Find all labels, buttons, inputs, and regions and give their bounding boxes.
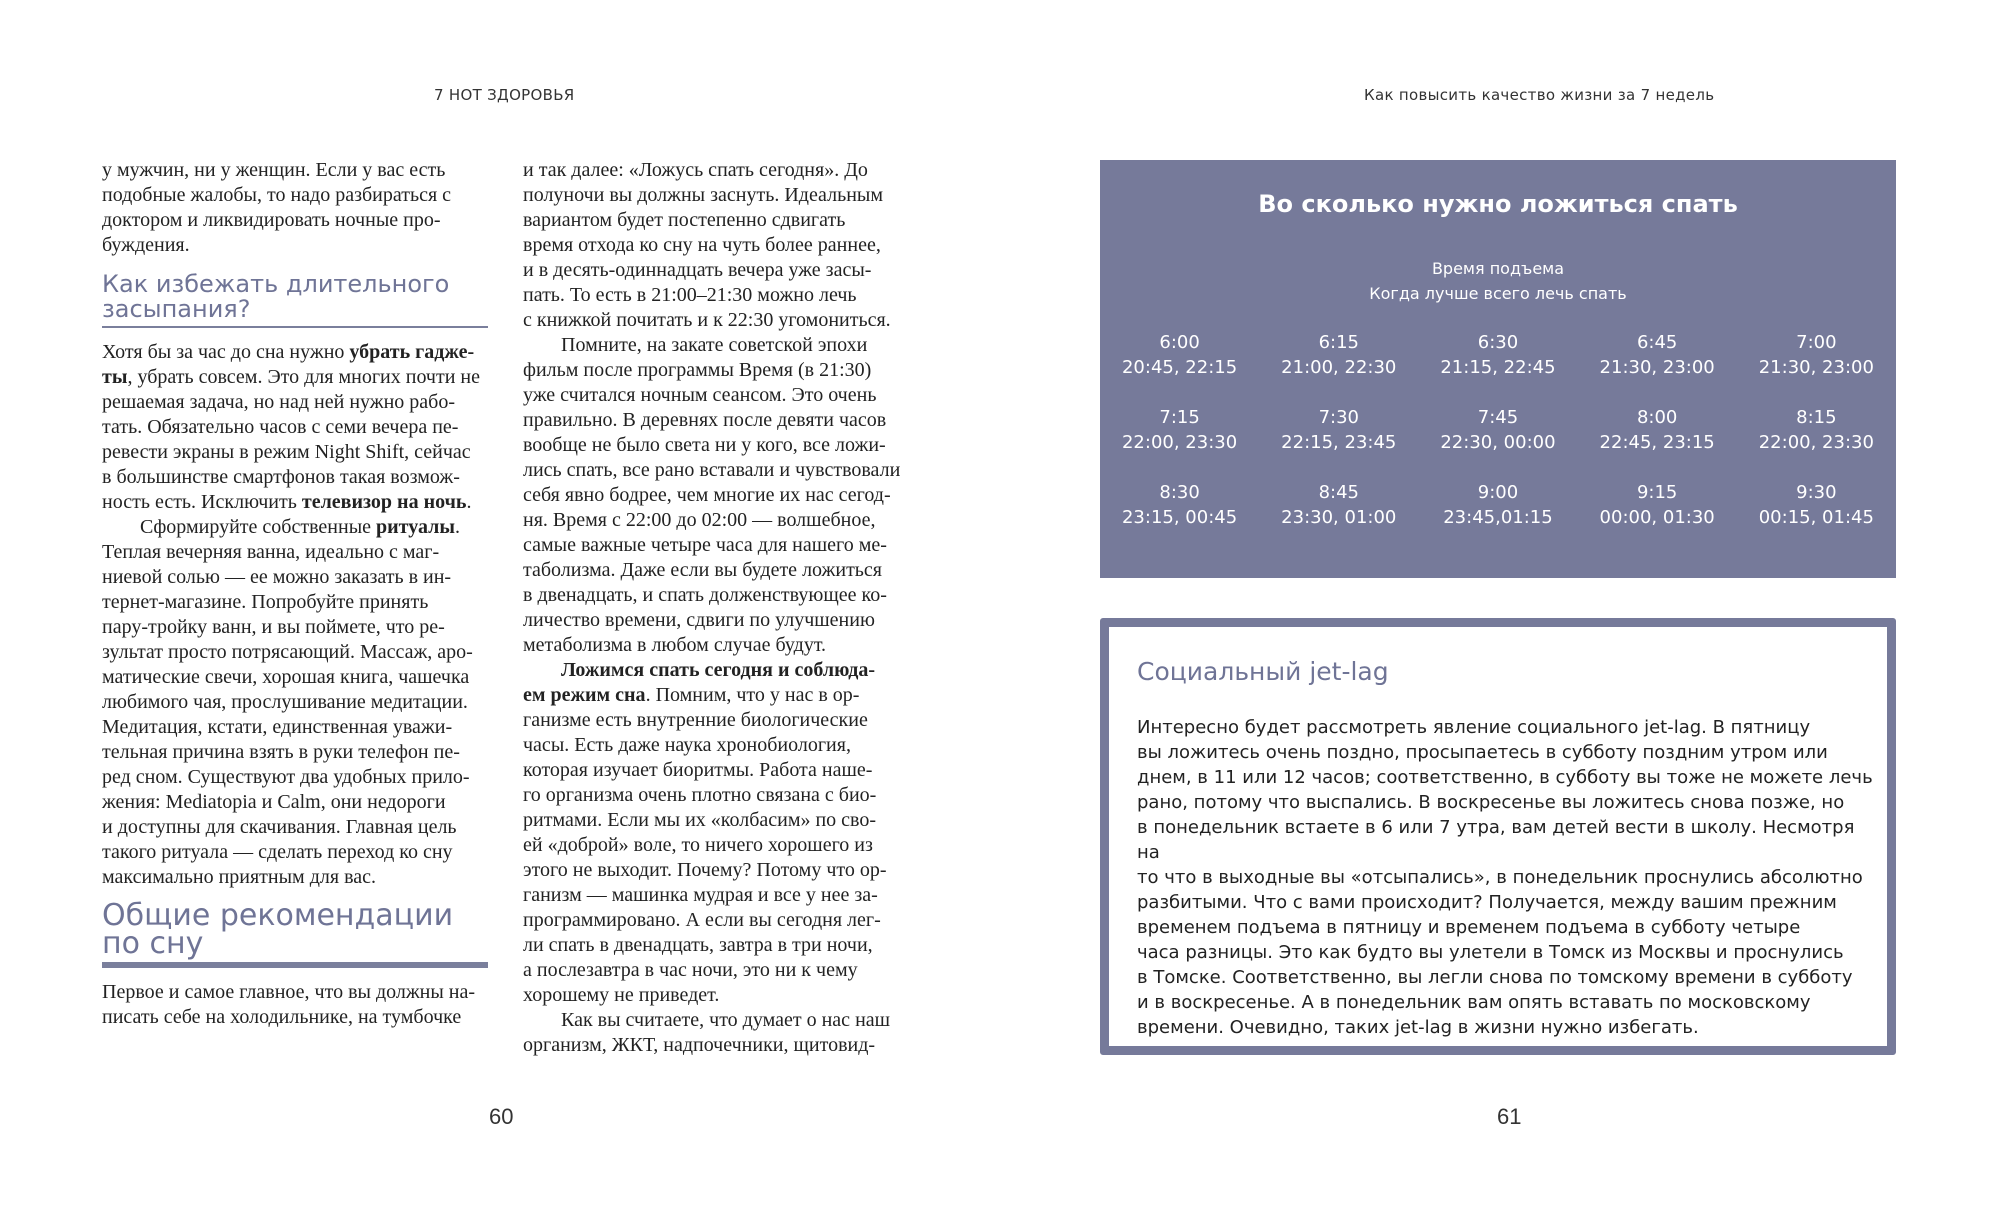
rituals-paragraph	[102, 515, 488, 890]
text-line: писать себе на холодильнике, на тумбочке	[102, 1006, 462, 1028]
bed-times: 21:30, 23:00	[1758, 357, 1874, 378]
wake-time: 9:30	[1796, 482, 1837, 503]
bedtime-paragraph	[523, 158, 909, 333]
text-line: разбитыми. Что с вами происходит? Получается, между вашим прежним	[1137, 892, 1837, 913]
text-line: с книжкой почитать и к 22:30 угомониться.	[523, 309, 891, 331]
text-line: фильм после программы Время (в 21:30)	[523, 359, 872, 381]
text-line: метаболизма в любом случае будут.	[523, 634, 827, 656]
table-cell	[1418, 330, 1577, 405]
bed-times: 23:45,01:15	[1443, 507, 1553, 528]
text-line: таболизма. Даже если вы будете ложиться	[523, 559, 883, 581]
sleep-mode-paragraph	[523, 658, 909, 1008]
text-line: время отхода ко сну на чуть более раннее,	[523, 234, 881, 256]
wake-time: 6:30	[1477, 332, 1519, 353]
bed-times: 23:30, 01:00	[1281, 507, 1397, 528]
table-cell	[1259, 405, 1418, 480]
soviet-era-paragraph	[523, 333, 909, 658]
bed-times: 21:00, 22:30	[1281, 357, 1397, 378]
table-row	[1100, 330, 1896, 405]
running-head-left: 7 НОТ ЗДОРОВЬЯ	[434, 86, 575, 104]
bed-times: 22:45, 23:15	[1599, 432, 1715, 453]
text-line: пару-тройку ванн, и вы поймете, что ре-	[102, 616, 445, 638]
intro-paragraph	[102, 158, 488, 258]
text-line: вариантом будет постепенно сдвигать	[523, 209, 846, 231]
bed-times: 00:15, 01:45	[1758, 507, 1874, 528]
gadgets-paragraph	[102, 340, 488, 515]
table-cell	[1259, 330, 1418, 405]
text-line: Теплая вечерняя ванна, идеально с маг-	[102, 541, 440, 563]
text-line: ей «доброй» воле, то ничего хорошего из	[523, 834, 873, 856]
wake-time: 6:00	[1159, 332, 1200, 353]
text-line: доктором и ликвидировать ночные про-	[102, 209, 441, 231]
table-grid	[1100, 330, 1896, 555]
text-line: ритмами. Если мы их «колбасим» по сво-	[523, 809, 877, 831]
jetlag-sidebar-box	[1100, 618, 1896, 1055]
wake-time: 8:15	[1796, 407, 1837, 428]
bed-times: 22:00, 23:30	[1758, 432, 1874, 453]
section-heading-general-recommendations	[102, 898, 488, 968]
table-cell	[1418, 405, 1577, 480]
wake-time: 6:45	[1636, 332, 1678, 353]
text-line: и в воскресенье. А в понедельник вам опять вставать по московскому	[1137, 992, 1811, 1013]
bed-times: 22:00, 23:30	[1121, 432, 1238, 453]
text-line: решаемая задача, но над ней нужно рабо-	[102, 391, 456, 413]
text-line: ли спать в двенадцать, завтра в три ночи,	[523, 934, 873, 956]
bed-times: 21:30, 23:00	[1599, 357, 1715, 378]
table-subtitle-wake: Время подъема	[1431, 259, 1565, 278]
text-line: самые важные четыре часа для нашего ме-	[523, 534, 887, 556]
text-line: часы. Есть даже наука хронобиология,	[523, 734, 851, 756]
table-cell	[1737, 480, 1896, 555]
text-line: Сформируйте собственные ритуалы.	[140, 516, 460, 538]
table-cell	[1259, 480, 1418, 555]
text-line: зультат просто потрясающий. Массаж, аро-	[102, 641, 473, 663]
text-line: Первое и самое главное, что вы должны на-	[102, 981, 476, 1003]
page-number-right: 61	[1497, 1104, 1522, 1129]
text-line: и в десять-одиннадцать вечера уже засы-	[523, 259, 872, 281]
first-rule-paragraph	[102, 980, 488, 1030]
text-line: жения: Mediatopia и Calm, они недороги	[102, 791, 446, 813]
organism-paragraph	[523, 1008, 909, 1058]
text-line: программировано. А если вы сегодня лег-	[523, 909, 881, 931]
text-line: Помните, на закате советской эпохи	[561, 334, 868, 356]
text-line: вообще не было света ни у кого, все ложи-	[523, 434, 886, 456]
wake-time: 9:00	[1477, 482, 1519, 503]
text-line: правильно. В деревнях после девяти часов	[523, 409, 887, 431]
text-line: в большинстве смартфонов такая возмож-	[102, 466, 460, 488]
wake-time: 7:45	[1477, 407, 1519, 428]
section-heading-sleep-onset	[102, 272, 488, 328]
left-column-2	[523, 158, 909, 1058]
bed-times: 20:45, 22:15	[1121, 357, 1238, 378]
text-line: в двенадцать, и спать долженствующее ко-	[523, 584, 887, 606]
running-head-right: Как повысить качество жизни за 7 недель	[1364, 86, 1715, 104]
text-line: буждения.	[102, 234, 190, 256]
table-cell	[1737, 405, 1896, 480]
text-line: хорошему не приведет.	[523, 984, 720, 1006]
table-title: Во сколько нужно ложиться спать	[1258, 190, 1738, 218]
wake-time: 7:30	[1318, 407, 1359, 428]
table-cell	[1100, 330, 1259, 405]
wake-time: 8:45	[1318, 482, 1359, 503]
text-line: го организма очень плотно связана с био-	[523, 784, 877, 806]
text-line: ниевой солью — ее можно заказать в ин-	[102, 566, 452, 588]
table-cell	[1418, 480, 1577, 555]
text-line: в Томске. Соответственно, вы легли снова по томскому времени в субботу	[1137, 967, 1853, 988]
text-line: ем режим сна. Помним, что у нас в ор-	[523, 684, 860, 706]
page-number-left: 60	[489, 1104, 514, 1129]
text-line: подобные жалобы, то надо разбираться с	[102, 184, 452, 206]
text-line: Медитация, кстати, единственная уважи-	[102, 716, 453, 738]
table-cell	[1100, 480, 1259, 555]
text-line: а послезавтра в час ночи, это ни к чему	[523, 959, 858, 981]
wake-time: 8:30	[1159, 482, 1200, 503]
text-line: у мужчин, ни у женщин. Если у вас есть	[102, 159, 446, 181]
table-cell	[1578, 330, 1737, 405]
text-line: ганизм — машинка мудрая и все у нее за-	[523, 884, 878, 906]
text-line: и доступны для скачивания. Главная цель	[102, 816, 457, 838]
sleep-time-table	[1100, 160, 1896, 578]
jetlag-text	[1137, 715, 1877, 1040]
text-line: ганизме есть внутренние биологические	[523, 709, 868, 731]
text-line: этого не выходит. Почему? Потому что ор-	[523, 859, 887, 881]
text-line: пать. То есть в 21:00–21:30 можно лечь	[523, 284, 857, 306]
text-line: личество времени, сдвиги по улучшению	[523, 609, 875, 631]
text-line: уже считался ночным сеансом. Это очень	[523, 384, 877, 406]
wake-time: 6:15	[1318, 332, 1359, 353]
text-line: ня. Время с 22:00 до 02:00 — волшебное,	[523, 509, 876, 531]
wake-time: 9:15	[1636, 482, 1678, 503]
text-line: ты, убрать совсем. Это для многих почти не	[102, 366, 481, 388]
text-line: лись спать, все рано вставали и чувствовали	[523, 459, 901, 481]
text-line: ред сном. Существуют два удобных прило-	[102, 766, 470, 788]
bed-times: 00:00, 01:30	[1599, 507, 1715, 528]
bed-times: 21:15, 22:45	[1440, 357, 1556, 378]
text-line: любимого чая, прослушивание медитации.	[102, 691, 468, 713]
bed-times: 22:30, 00:00	[1440, 432, 1556, 453]
text-line: ревести экраны в режим Night Shift, сейчас	[102, 441, 471, 463]
text-line: временем подъема в пятницу и временем подъема в субботу четыре	[1137, 917, 1801, 938]
table-cell	[1100, 405, 1259, 480]
text-line: то что в выходные вы «отсыпались», в понедельник проснулись абсолютно	[1137, 867, 1863, 888]
text-line: полуночи вы должны заснуть. Идеальным	[523, 184, 884, 206]
text-line: часа разницы. Это как будто вы улетели в Томск из Москвы и проснулись	[1137, 942, 1844, 963]
text-line: в понедельник встаете в 6 или 7 утра, вам детей вести в школу. Несмотря на	[1137, 817, 1855, 863]
table-row	[1100, 480, 1896, 555]
heading-line: Как избежать длительного	[102, 270, 450, 298]
text-line: которая изучает биоритмы. Работа наше-	[523, 759, 873, 781]
heading-line: по сну	[102, 926, 204, 961]
text-line: рано, потому что выспались. В воскресенье вы ложитесь снова позже, но	[1137, 792, 1845, 813]
text-line: тать. Обязательно часов с семи вечера пе-	[102, 416, 459, 438]
text-line: и так далее: «Ложусь спать сегодня». До	[523, 159, 868, 181]
text-line: Интересно будет рассмотреть явление социального jet-lag. В пятницу	[1137, 717, 1811, 738]
text-line: времени. Очевидно, таких jet-lag в жизни нужно избегать.	[1137, 1017, 1699, 1038]
heading-line: Общие рекомендации	[102, 898, 454, 933]
table-cell	[1578, 480, 1737, 555]
heading-line: засыпания?	[102, 295, 251, 323]
left-column-1	[102, 158, 488, 1030]
text-line: тернет-магазине. Попробуйте принять	[102, 591, 429, 613]
text-line: днем, в 11 или 12 часов; соответственно, в субботу вы тоже не можете лечь	[1137, 767, 1873, 788]
bed-times: 22:15, 23:45	[1281, 432, 1397, 453]
text-line: матические свечи, хорошая книга, чашечка	[102, 666, 470, 688]
table-cell	[1737, 330, 1896, 405]
wake-time: 8:00	[1636, 407, 1678, 428]
text-line: максимально приятным для вас.	[102, 866, 377, 888]
text-line: Хотя бы за час до сна нужно убрать гадже-	[102, 341, 475, 363]
text-line: организм, ЖКТ, надпочечники, щитовид-	[523, 1034, 876, 1056]
jetlag-title: Социальный jet-lag	[1137, 657, 1389, 686]
text-line: вы ложитесь очень поздно, просыпаетесь в субботу поздним утром или	[1137, 742, 1828, 763]
bed-times: 23:15, 00:45	[1121, 507, 1238, 528]
text-line: ность есть. Исключить телевизор на ночь.	[102, 491, 472, 513]
text-line: такого ритуала — сделать переход ко сну	[102, 841, 453, 863]
text-line: Как вы считаете, что думает о нас наш	[561, 1009, 891, 1031]
wake-time: 7:15	[1159, 407, 1200, 428]
table-row	[1100, 405, 1896, 480]
text-line: себя явно бодрее, чем многие их нас сегод-	[523, 484, 891, 506]
wake-time: 7:00	[1796, 332, 1837, 353]
text-line: Ложимся спать сегодня и соблюда-	[561, 659, 876, 681]
table-cell	[1578, 405, 1737, 480]
table-subtitle-sleep: Когда лучше всего лечь спать	[1369, 284, 1627, 303]
text-line: тельная причина взять в руки телефон пе-	[102, 741, 460, 763]
